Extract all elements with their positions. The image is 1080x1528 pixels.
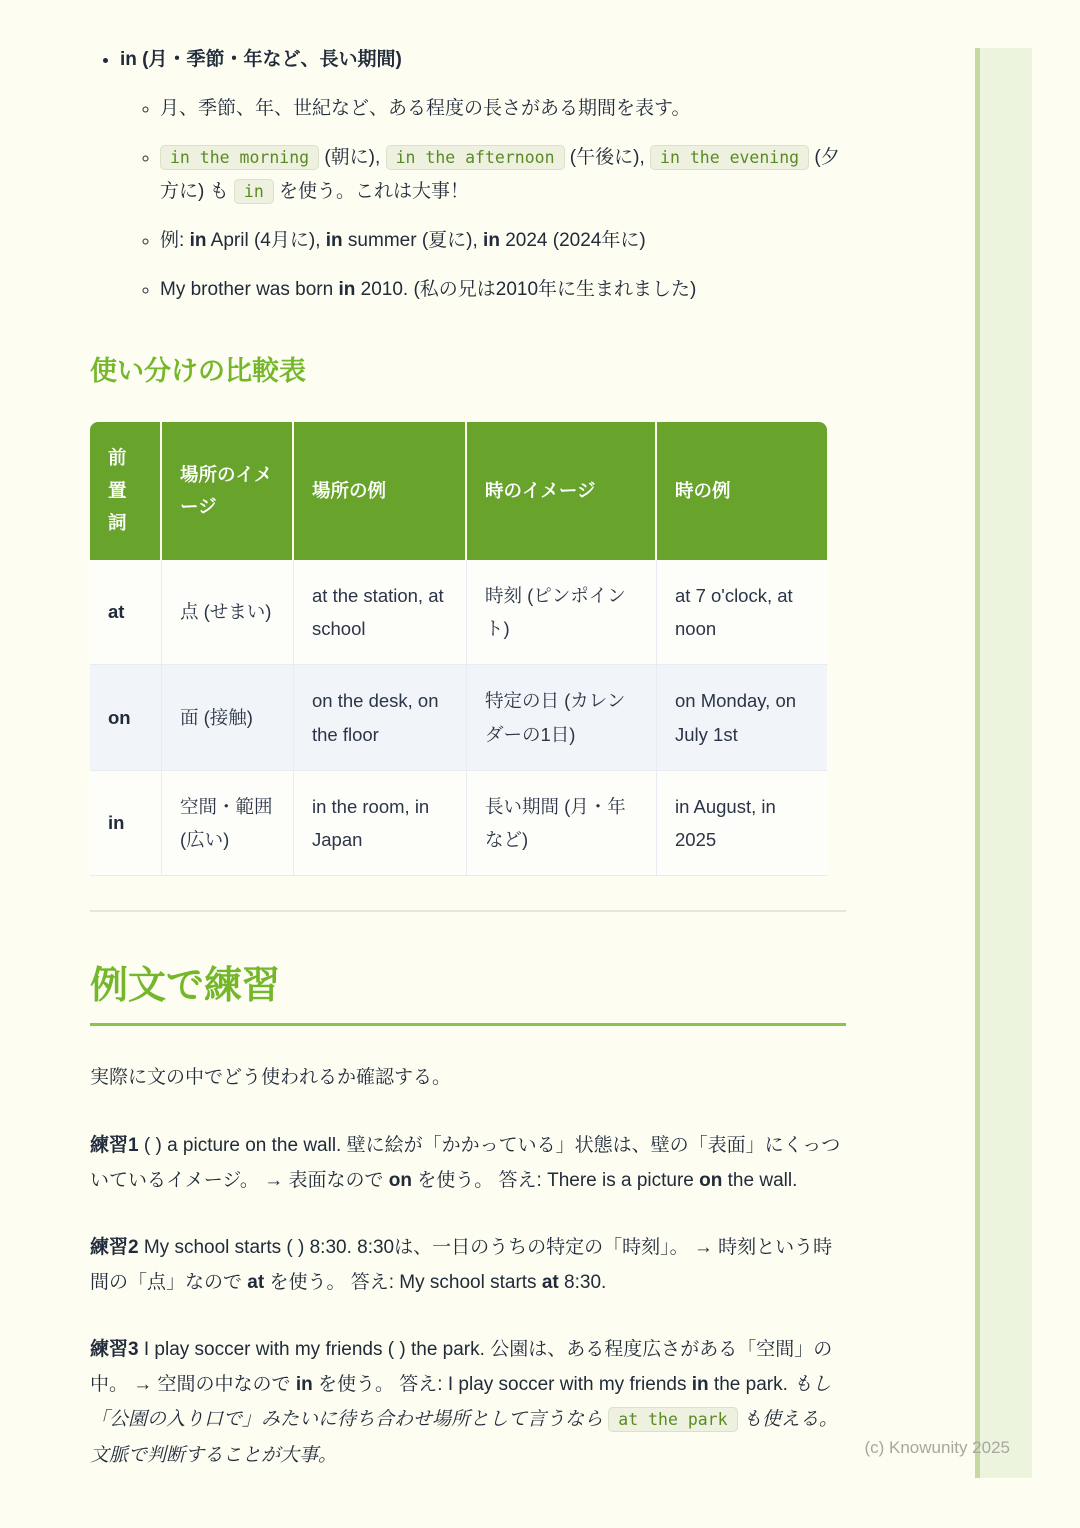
bold-text: in xyxy=(691,1374,709,1396)
bold-text: in xyxy=(338,279,356,301)
table-cell: in August, in 2025 xyxy=(657,771,827,877)
inline-code: in xyxy=(234,179,274,204)
exercise-3: 練習3 I play soccer with my friends ( ) the park. 公園は、ある程度広さがある「空間」の中。 → 空間の中なので in を使う。 答え: I play soccer with my friends in the park. もし「公園の入り口で」みたいに待ち合わせ場所として言うなら at the park も使える。文脈で判断することが大事。 xyxy=(90,1339,838,1466)
bullet-in-examples: ◦ 例: in April (4月に), in summer (夏に), in 2024 (2024年に) xyxy=(160,224,846,258)
column-header: 前置詞 xyxy=(90,422,162,559)
decorative-side-bar xyxy=(975,48,1032,1478)
table-row xyxy=(90,665,827,771)
comparison-table xyxy=(90,422,827,876)
table-cell: on the desk, on the floor xyxy=(294,665,467,771)
comparison-table-head xyxy=(90,422,827,559)
bold-text: 練習3 xyxy=(90,1339,139,1361)
table-cell: 面 (接触) xyxy=(162,665,294,771)
table-cell: 点 (せまい) xyxy=(162,560,294,666)
section-divider xyxy=(90,910,846,912)
table-header-row xyxy=(90,422,827,559)
bold-text: on xyxy=(388,1169,412,1191)
table-row xyxy=(90,771,827,877)
bold-text: in xyxy=(325,230,343,252)
column-header: 時の例 xyxy=(657,422,827,559)
bold-text: at xyxy=(541,1271,559,1293)
bold-text: in xyxy=(189,230,207,252)
table-cell: at xyxy=(90,560,162,666)
bold-text: 練習2 xyxy=(90,1236,139,1258)
bold-text: 練習1 xyxy=(90,1134,139,1156)
table-cell: 時刻 (ピンポイント) xyxy=(467,560,657,666)
inline-code: in the evening xyxy=(650,145,809,170)
practice-intro: 実際に文の中でどう使われるか確認する。 xyxy=(90,1067,452,1089)
column-header: 場所の例 xyxy=(294,422,467,559)
table-cell: 空間・範囲 (広い) xyxy=(162,771,294,877)
bold-text: in xyxy=(483,230,500,252)
table-cell: on xyxy=(90,665,162,771)
practice-heading: 例文で練習 xyxy=(90,954,846,1026)
table-cell: in the room, in Japan xyxy=(294,771,467,877)
italic-text: も使える。文脈で判断することが大事。 xyxy=(90,1409,838,1466)
table-cell: in xyxy=(90,771,162,877)
list-item-in-rule xyxy=(120,46,846,307)
table-cell: at 7 o'clock, at noon xyxy=(657,560,827,666)
in-preposition-list xyxy=(90,46,846,307)
watermark: (c) Knowunity 2025 xyxy=(864,1438,1010,1457)
inline-code: at the park xyxy=(608,1407,737,1432)
italic-text: もし「公園の入り口で」みたいに待ち合わせ場所として言うなら xyxy=(90,1374,832,1431)
bold-text: in xyxy=(295,1374,313,1396)
document-content xyxy=(90,46,846,1505)
table-cell: at the station, at school xyxy=(294,560,467,666)
column-header: 時のイメージ xyxy=(467,422,657,559)
column-header: 場所のイメージ xyxy=(162,422,294,559)
in-rule-sublist xyxy=(120,92,846,308)
table-cell: 長い期間 (月・年など) xyxy=(467,771,657,877)
exercise-2: 練習2 My school starts ( ) 8:30. 8:30は、一日のうちの特定の「時刻」。 → 時刻という時間の「点」なので at を使う。 答え: My school starts at 8:30. xyxy=(90,1236,833,1293)
in-rule-title: in (月・季節・年など、長い期間) xyxy=(120,49,402,70)
bullet-period-description: ◦ 月、季節、年、世紀など、ある程度の長さがある期間を表す。 xyxy=(160,92,846,126)
table-cell: on Monday, on July 1st xyxy=(657,665,827,771)
comparison-heading: 使い分けの比較表 xyxy=(90,356,306,387)
inline-code: in the afternoon xyxy=(386,145,565,170)
bullet-time-of-day-phrases: ◦ in the morning (朝に), in the afternoon (午後に), in the evening (夕方に) も in を使う。これは大事！ xyxy=(160,141,846,209)
bullet-born-example: ◦ My brother was born in 2010. (私の兄は2010年に生まれました) xyxy=(160,273,846,307)
table-cell: 特定の日 (カレンダーの1日) xyxy=(467,665,657,771)
inline-code: in the morning xyxy=(160,145,319,170)
bold-text: at xyxy=(247,1271,265,1293)
bold-text: on xyxy=(699,1169,723,1191)
comparison-table-body xyxy=(90,560,827,877)
exercise-1: 練習1 ( ) a picture on the wall. 壁に絵が「かかっている」状態は、壁の「表面」にくっついているイメージ。 → 表面なので on を使う。 答え: There is a picture on the wall. xyxy=(90,1134,841,1191)
table-row xyxy=(90,560,827,666)
